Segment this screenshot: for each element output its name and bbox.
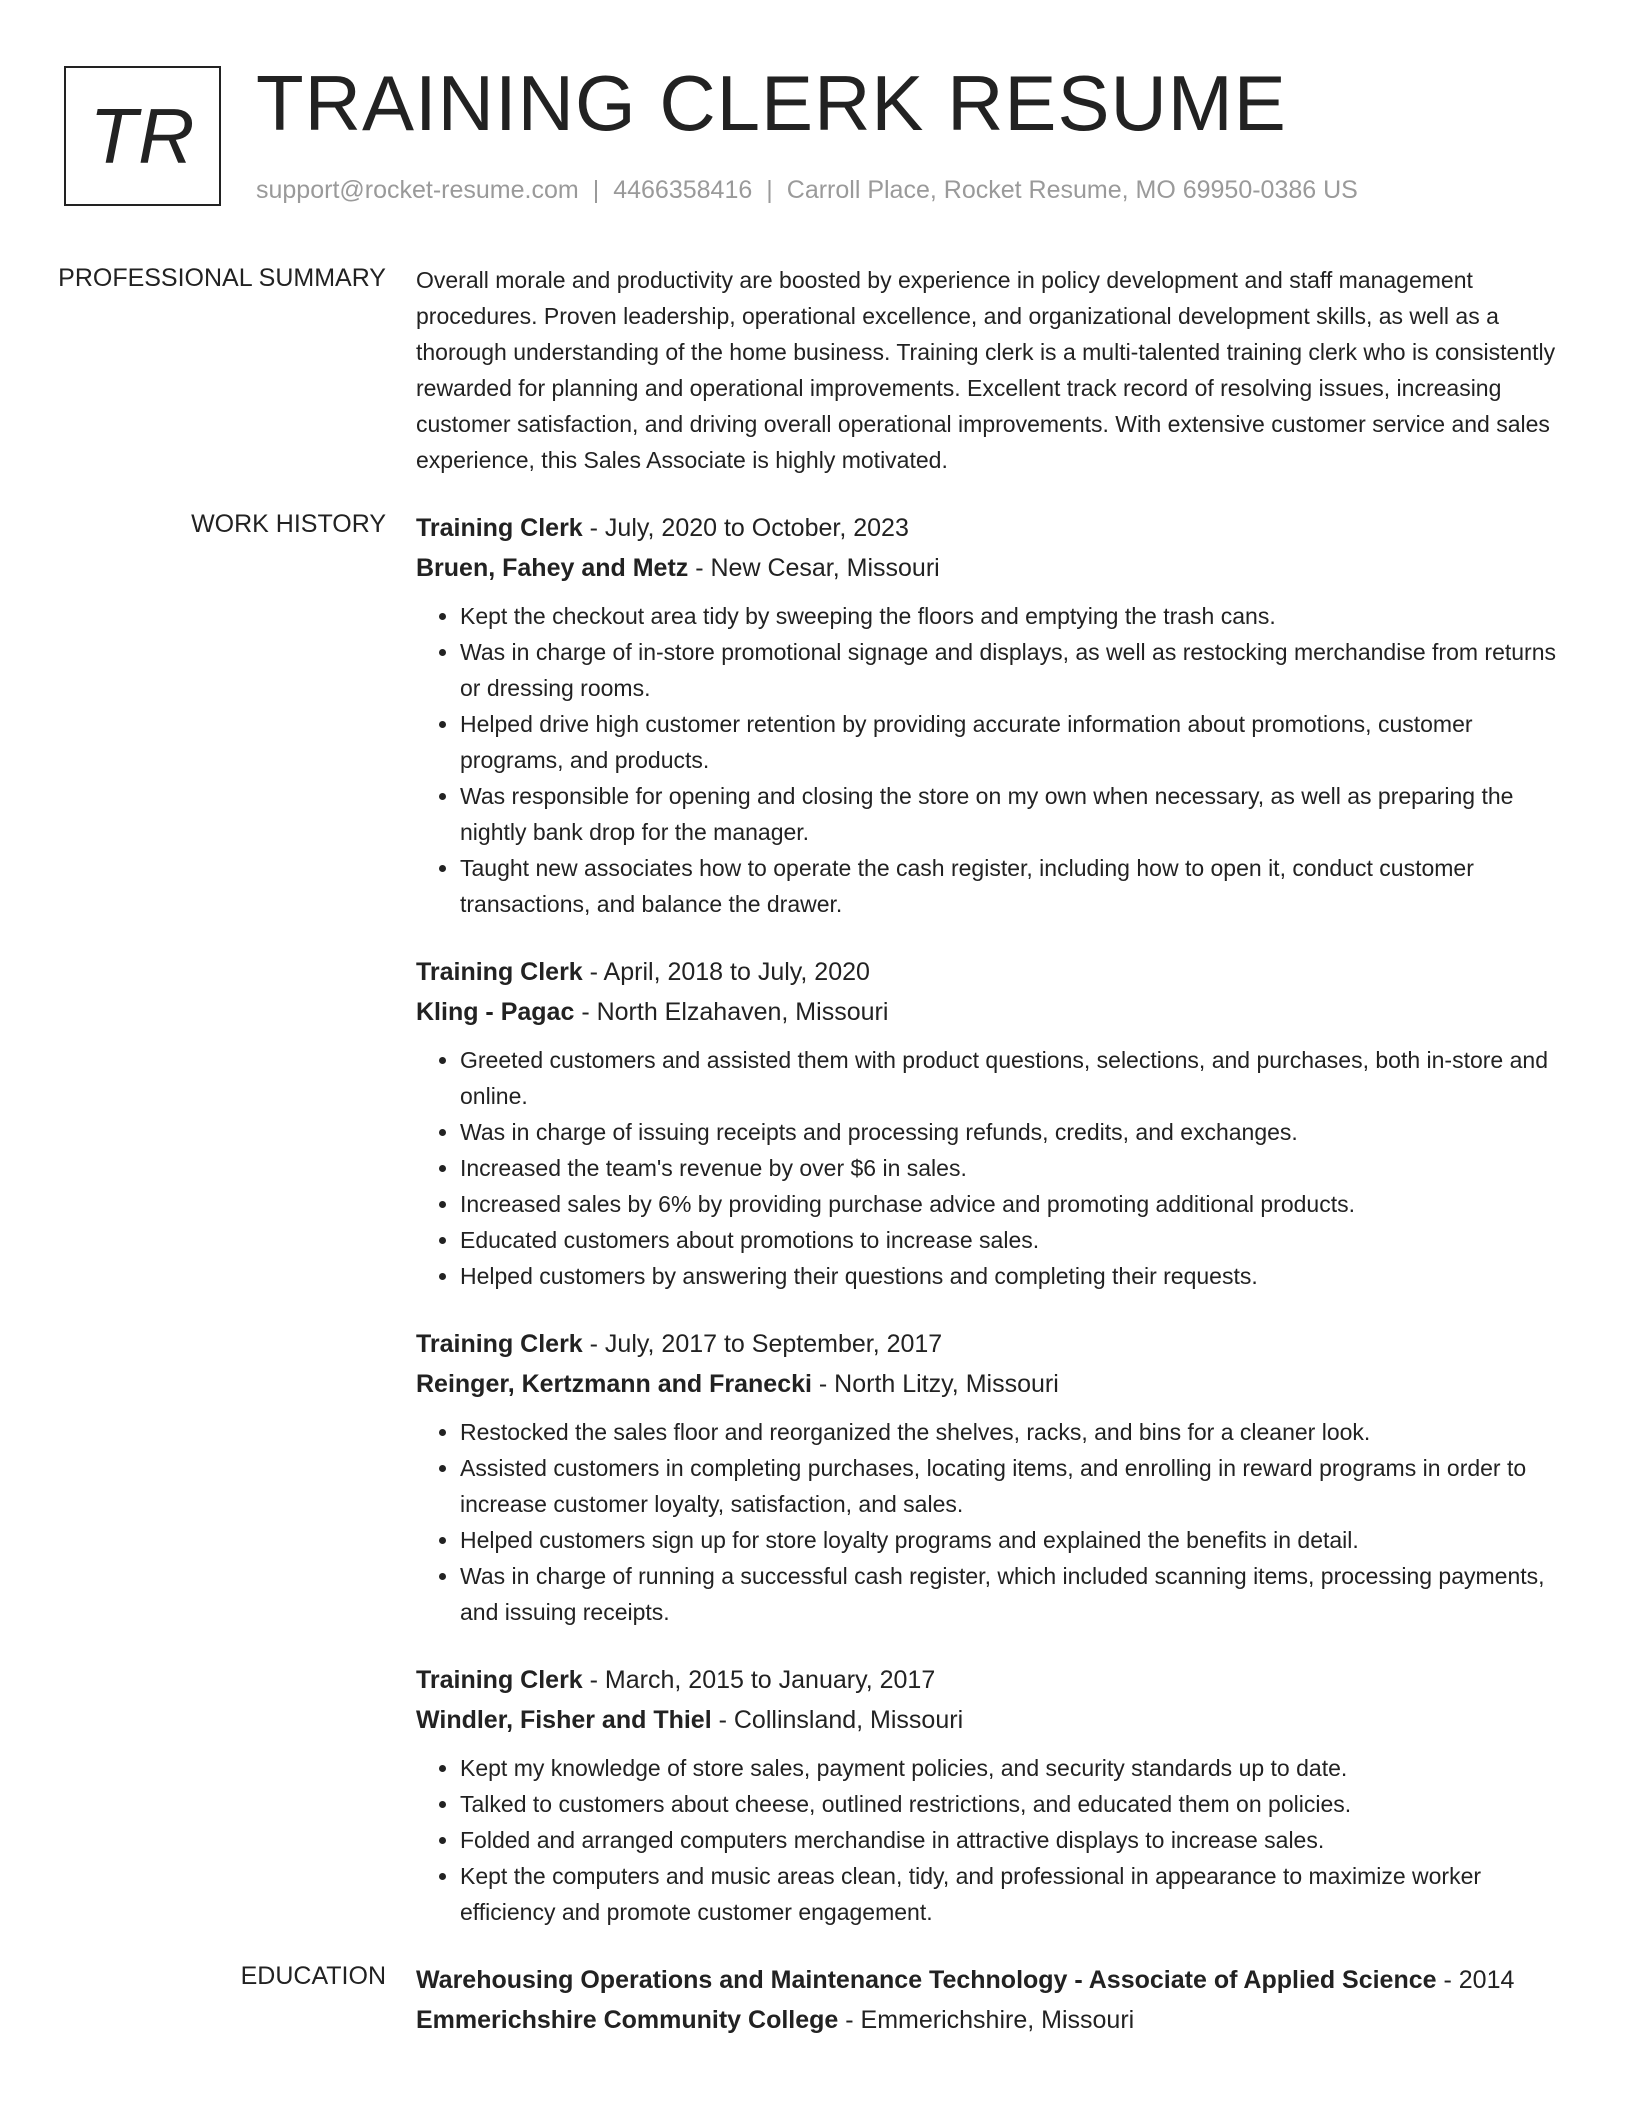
education-location: - Emmerichshire, Missouri [838, 2006, 1135, 2034]
work-history-section [0, 508, 1632, 1960]
job-title-line [416, 952, 1566, 992]
education-school: Emmerichshire Community College [416, 2006, 839, 2034]
section-label-work: WORK HISTORY [191, 510, 386, 538]
job-location: - North Elzahaven, Missouri [574, 998, 889, 1026]
job-title: Training Clerk [416, 1666, 583, 1694]
page-title: TRAINING CLERK RESUME [256, 59, 1287, 147]
job-bullet: • Folded and arranged computers merchandise in attractive displays to increase sales. [460, 1822, 1566, 1858]
contact-separator: | [766, 176, 773, 204]
professional-summary-section [0, 262, 1632, 478]
job-bullet: • Educated customers about promotions to increase sales. [460, 1222, 1566, 1258]
job-dates: - July, 2017 to September, 2017 [582, 1330, 943, 1358]
job-bullet: • Greeted customers and assisted them with product questions, selections, and purchases, both in-store and online. [460, 1042, 1566, 1114]
job-company: Reinger, Kertzmann and Franecki [416, 1370, 812, 1398]
job-bullet: • Kept the computers and music areas clean, tidy, and professional in appearance to maximize worker efficiency and promote customer engagement. [460, 1858, 1566, 1930]
contact-separator: | [592, 176, 600, 204]
job-dates: - March, 2015 to January, 2017 [582, 1666, 936, 1694]
resume-content [0, 262, 1632, 2040]
job-bullet: • Assisted customers in completing purchases, locating items, and enrolling in reward programs in order to increase customer loyalty, satisfaction, and sales. [460, 1450, 1566, 1522]
work-body [416, 508, 1566, 1960]
job-location: - North Litzy, Missouri [811, 1370, 1059, 1398]
job-bullet: • Was responsible for opening and closing the store on my own when necessary, as well as preparing the nightly bank drop for the manager. [460, 778, 1566, 850]
job-bullet: • Helped drive high customer retention by providing accurate information about promotions, customer programs, and products. [460, 706, 1566, 778]
job-title: Training Clerk [416, 1330, 583, 1358]
job-dates: - April, 2018 to July, 2020 [582, 958, 870, 986]
job-bullets [416, 598, 1566, 922]
job-bullet: • Kept my knowledge of store sales, payment policies, and security standards up to date. [460, 1750, 1566, 1786]
job-location: - New Cesar, Missouri [688, 554, 940, 582]
job-company-line [416, 548, 1566, 588]
job-entry [416, 952, 1566, 1294]
job-bullet: • Restocked the sales floor and reorganized the shelves, racks, and bins for a cleaner look. [460, 1414, 1566, 1450]
job-bullet: • Taught new associates how to operate the cash register, including how to open it, conduct customer transactions, and balance the drawer. [460, 850, 1566, 922]
job-bullets [416, 1042, 1566, 1294]
job-entry [416, 1324, 1566, 1630]
job-bullet: • Talked to customers about cheese, outlined restrictions, and educated them on policies. [460, 1786, 1566, 1822]
job-bullet: • Increased sales by 6% by providing purchase advice and promoting additional products. [460, 1186, 1566, 1222]
job-title: Training Clerk [416, 514, 583, 542]
education-degree: Warehousing Operations and Maintenance Technology - Associate of Applied Science [416, 1966, 1437, 1994]
job-bullet: • Helped customers sign up for store loyalty programs and explained the benefits in detail. [460, 1522, 1566, 1558]
job-bullet: • Increased the team's revenue by over $6 in sales. [460, 1150, 1566, 1186]
job-bullets [416, 1750, 1566, 1930]
section-label-summary: PROFESSIONAL SUMMARY [58, 264, 386, 292]
job-bullet: • Helped customers by answering their questions and completing their requests. [460, 1258, 1566, 1294]
contact-address: Carroll Place, Rocket Resume, MO 69950-0386 US [786, 176, 1358, 204]
section-label-education: EDUCATION [240, 1962, 386, 1990]
job-company-line [416, 1700, 1566, 1740]
job-bullets [416, 1414, 1566, 1630]
summary-text: Overall morale and productivity are boosted by experience in policy development and staff management procedures. Proven leadership, operational excellence, and organizational development skills, as well as a thorough understanding of the home business. Training clerk is a multi-talented training clerk who is consistently rewarded for planning and operational improvements. Excellent track record of resolving issues, increasing customer satisfaction, and driving overall operational improvements. With extensive customer service and sales experience, this Sales Associate is highly motivated. [416, 267, 1556, 473]
contact-line [256, 176, 1358, 205]
job-dates: - July, 2020 to October, 2023 [582, 514, 909, 542]
job-company: Windler, Fisher and Thiel [416, 1706, 712, 1734]
job-entry [416, 508, 1566, 922]
education-section [0, 1960, 1632, 2040]
job-title-line [416, 508, 1566, 548]
education-year: - 2014 [1436, 1966, 1515, 1994]
education-body [416, 1960, 1566, 2040]
job-bullet: • Was in charge of running a successful cash register, which included scanning items, processing payments, and issuing receipts. [460, 1558, 1566, 1630]
education-degree-line [416, 1960, 1566, 2000]
job-bullet: • Was in charge of issuing receipts and processing refunds, credits, and exchanges. [460, 1114, 1566, 1150]
job-company: Kling - Pagac [416, 998, 575, 1026]
job-title-line [416, 1660, 1566, 1700]
job-location: - Collinsland, Missouri [711, 1706, 964, 1734]
job-company-line [416, 1364, 1566, 1404]
summary-body [416, 262, 1566, 478]
job-company-line [416, 992, 1566, 1032]
job-title: Training Clerk [416, 958, 583, 986]
contact-phone: 4466358416 [613, 176, 753, 204]
education-school-line [416, 2000, 1566, 2040]
job-bullet: • Kept the checkout area tidy by sweeping the floors and emptying the trash cans. [460, 598, 1566, 634]
monogram-initials: TR [64, 66, 221, 206]
job-company: Bruen, Fahey and Metz [416, 554, 689, 582]
job-bullet: • Was in charge of in-store promotional signage and displays, as well as restocking merchandise from returns or dressing rooms. [460, 634, 1566, 706]
contact-email: support@rocket-resume.com [256, 176, 579, 204]
job-title-line [416, 1324, 1566, 1364]
job-entry [416, 1660, 1566, 1930]
